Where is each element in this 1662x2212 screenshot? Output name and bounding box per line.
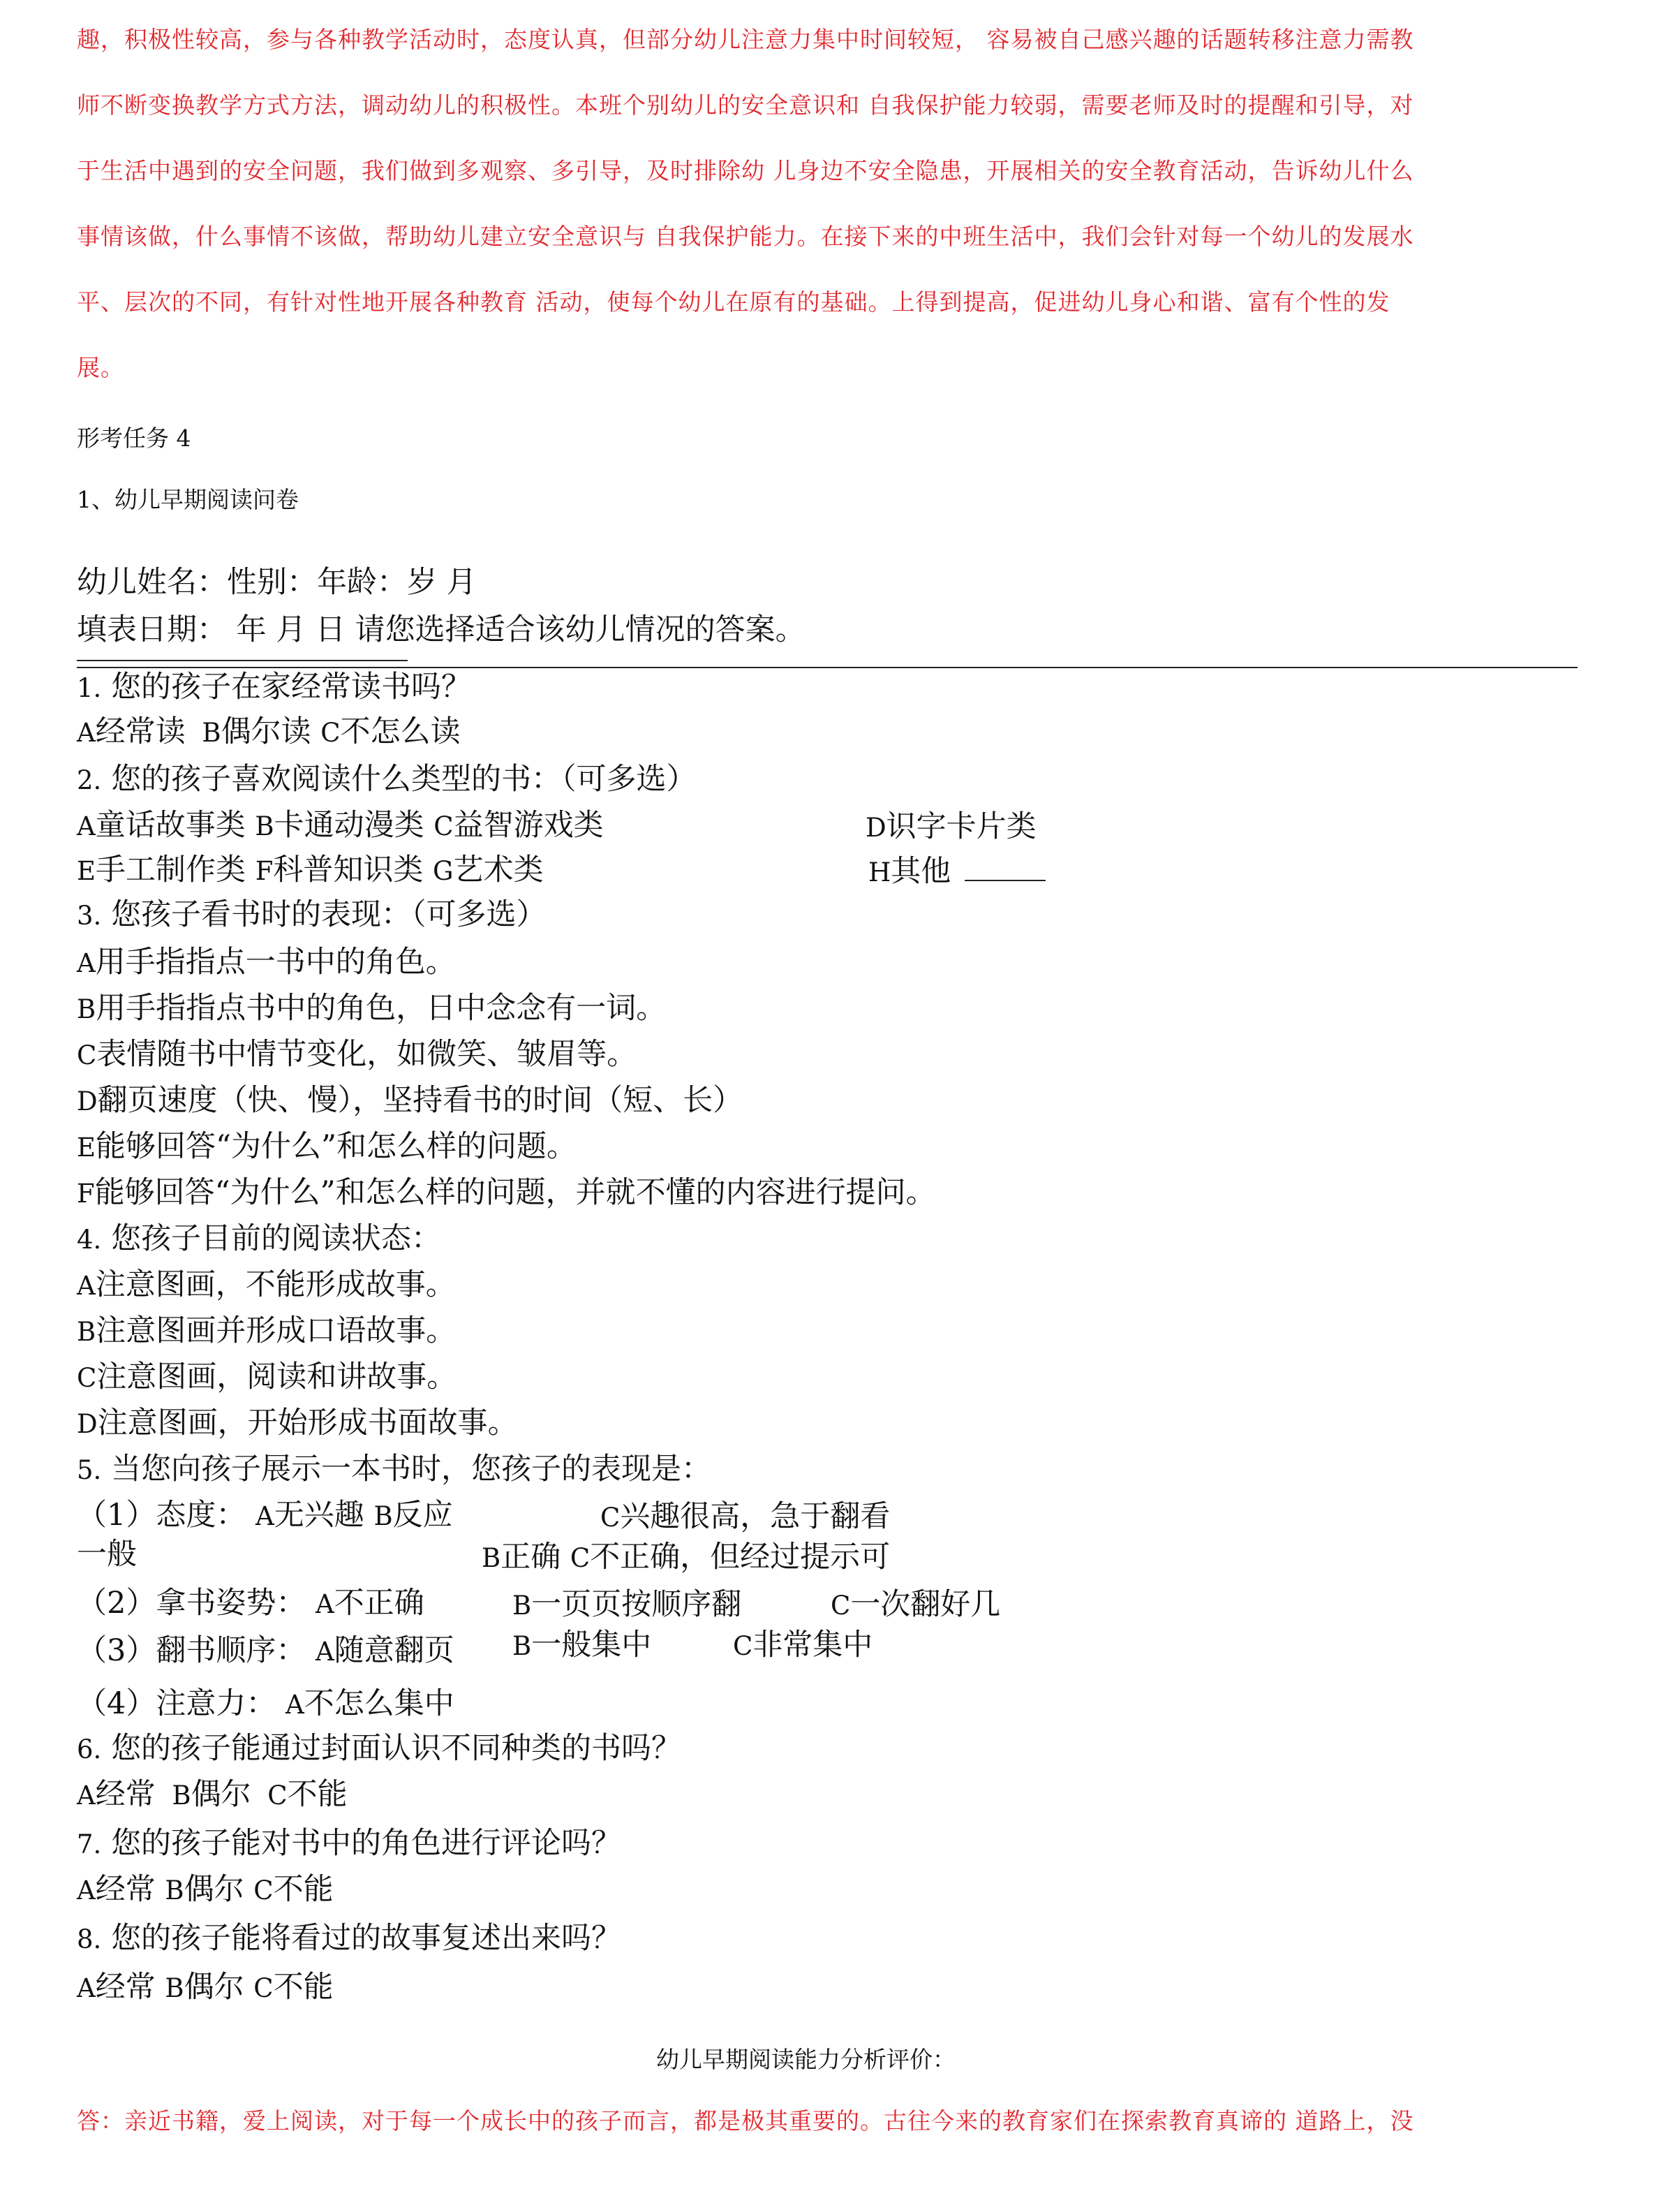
q5-sub3-b [512,1621,651,1664]
q4-option [77,1353,457,1396]
option-text: 随意翻页 [334,1633,454,1668]
question-4 [77,1215,441,1258]
option-text: 注意图画，开始形成书面故事。 [97,1406,518,1440]
option-letter: B [77,1317,96,1347]
sub-label: （2）拿书姿势： [77,1586,306,1621]
option-text: 反应 [392,1498,453,1533]
option-text: 益智游戏类 [453,808,604,843]
q5-sub2 [77,1579,424,1622]
q3-option [77,938,456,981]
question-3 [77,891,546,934]
option-letter: C [600,1503,621,1533]
option-letter: B [165,1875,184,1905]
option-letter: E [77,856,96,886]
question-number: 3. [77,901,102,931]
option-letter: D [77,1086,98,1116]
option-text: 经常 [95,1872,156,1907]
option-letter: B [512,1591,532,1621]
option-text: 识字卡片类 [886,809,1037,844]
option-text: 经常 [95,1970,156,2005]
q6-options [77,1771,348,1813]
question-number: 4. [77,1225,102,1255]
intro-line: 事情该做，什么事情不该做，帮助幼儿建立安全意识与 自我保护能力。在接下来的中班生活中，我们会针对每一个幼儿的发展水 [77,223,1414,250]
info-line-2: 填表日期： 年 月 日 请您选择适合该幼儿情况的答案。 [77,612,806,647]
q5-sub2-b [512,1581,741,1623]
option-text: 表情随书中情节变化，如微笑、皱眉等。 [96,1037,637,1072]
option-letter: G [433,856,454,886]
q5-sub1-continuation: 一般 [77,1537,137,1572]
question-number: 8. [77,1924,102,1954]
option-text: 不能 [273,1872,334,1907]
option-letter: C [267,1780,288,1811]
option-text: 注意图画并形成口语故事。 [96,1313,457,1348]
sub-label: （1）态度： [77,1498,246,1533]
option-letter: A [316,1589,334,1619]
option-letter: A [77,1875,96,1905]
option-text: 翻页速度（快、慢），坚持看书的时间（短、长） [97,1083,743,1118]
option-letter: B [172,1780,191,1811]
option-letter: A [77,948,96,978]
q3-option [77,1169,936,1211]
q5-sub1-c [600,1493,890,1535]
q2-option-d [866,803,1037,846]
option-text: 不怎么读 [340,714,461,749]
question-2 [77,755,696,798]
option-text: 不正确，但经过提示可 [590,1540,891,1575]
option-letter: A [77,1271,96,1301]
option-letter: B [482,1543,501,1573]
option-text: 能够回答“为什么”和怎么样的问题。 [96,1129,577,1164]
question-1 [77,663,471,706]
option-text: 经常读 [95,714,186,749]
q3-option [77,1123,577,1165]
q2-options-row2 [77,846,544,889]
analysis-title: 幼儿早期阅读能力分析评价： [656,2046,956,2073]
option-text: 卡通动漫类 [274,808,424,843]
question-text: 您的孩子在家经常读书吗？ [110,670,471,705]
option-letter: D [77,1409,98,1439]
option-letter: A [285,1690,304,1720]
option-letter: A [77,811,96,841]
option-letter: D [866,813,886,843]
option-letter: C [570,1543,591,1573]
option-letter: A [77,718,96,748]
option-text: 不能 [273,1970,334,2005]
q3-option [77,985,666,1027]
option-letter: F [255,856,274,886]
question-text: 您孩子目前的阅读状态： [110,1221,441,1256]
question-6 [77,1725,681,1767]
intro-line: 趣，积极性较高，参与各种教学活动时，态度认真，但部分幼儿注意力集中时间较短， 容易被自己感兴趣的话题转移注意力需教 [77,26,1414,53]
option-text: 不正确 [334,1586,424,1621]
option-text: 偶尔 [184,1970,244,2005]
intro-line: 师不断变换教学方式方法，调动幼儿的积极性。本班个别幼儿的安全意识和 自我保护能力较弱，需要老师及时的提醒和引导，对 [77,91,1414,119]
option-text: 注意图画，阅读和讲故事。 [96,1359,457,1394]
question-number: 1. [77,673,102,703]
question-number: 7. [77,1829,102,1859]
q2-option-h [868,848,1046,890]
sub-label: （3）翻书顺序： [77,1633,306,1668]
option-letter: C [831,1591,851,1621]
option-text: 注意图画，不能形成故事。 [95,1267,456,1302]
q5-sub2-c [831,1581,1000,1623]
info-line-1: 幼儿姓名：性别：年龄：岁 月 [77,565,477,600]
question-text: 您的孩子喜欢阅读什么类型的书：（可多选） [110,762,697,797]
option-text: 兴趣很高，急于翻看 [620,1499,891,1534]
q4-option [77,1307,456,1350]
q4-option [77,1261,456,1304]
option-text: 正确 [500,1540,561,1575]
option-text: 偶尔 [191,1777,251,1812]
q4-option [77,1399,518,1442]
option-text: 一般集中 [531,1628,652,1662]
option-text: 科普知识类 [273,853,424,887]
option-letter: B [512,1631,532,1661]
option-letter: A [316,1637,334,1667]
q5-sub1b [482,1533,890,1576]
intro-line: 展。 [77,354,124,381]
question-number: 5. [77,1455,102,1485]
option-text: 偶尔读 [221,714,311,749]
q5-sub3 [77,1627,454,1669]
option-text: 不能 [287,1777,348,1812]
q5-sub3-c [733,1621,873,1664]
option-letter: A [255,1501,274,1531]
option-text: 经常 [95,1777,156,1812]
option-text: 手工制作类 [96,853,246,887]
q5-sub4 [77,1680,454,1723]
option-letter: C [77,1363,97,1393]
option-letter: C [253,1973,274,2003]
q2-options-row1 [77,802,604,844]
intro-line: 于生活中遇到的安全问题，我们做到多观察、多引导，及时排除幼 儿身边不安全隐患，开展相关的安全教育活动，告诉幼儿什么 [77,157,1414,184]
question-7 [77,1820,621,1862]
option-letter: B [373,1501,393,1531]
question-text: 您孩子看书时的表现：（可多选） [110,897,547,932]
option-letter: A [77,1780,96,1811]
option-letter: E [77,1133,96,1163]
option-text: 艺术类 [453,853,544,887]
option-letter: C [320,718,341,748]
option-text: 能够回答“为什么”和怎么样的问题，并就不懂的内容进行提问。 [94,1175,936,1210]
divider [77,660,408,661]
q3-option [77,1031,637,1073]
question-text: 您的孩子能通过封面认识不同种类的书吗？ [110,1731,681,1766]
option-letter: C [433,811,454,841]
question-8 [77,1915,621,1957]
option-text: 一页页按顺序翻 [531,1587,742,1622]
intro-line: 平、层次的不同，有针对性地开展各种教育 活动，使每个幼儿在原有的基础。上得到提高，促进幼儿身心和谐、富有个性的发 [77,288,1390,316]
option-letter: C [733,1631,753,1661]
option-letter: B [77,994,96,1024]
option-text: 非常集中 [752,1628,873,1662]
question-text: 您的孩子能将看过的故事复述出来吗？ [110,1921,621,1956]
option-text: 用手指指点书中的角色，日中念念有一词。 [96,991,667,1026]
sub-label: （4）注意力： [77,1686,276,1721]
option-letter: B [165,1973,184,2003]
task-title: 形考任务 4 [77,425,191,452]
option-text: 无兴趣 [274,1498,364,1533]
q5-sub1 [77,1491,453,1534]
answer-text: 答：亲近书籍，爱上阅读，对于每一个成长中的孩子而言，都是极其重要的。古往今来的教育家们在探索教育真谛的 道路上，没 [77,2107,1414,2134]
q7-options [77,1866,334,1908]
option-letter: A [77,1973,96,2003]
option-letter: F [77,1179,95,1209]
option-letter: B [255,811,274,841]
question-5 [77,1445,711,1488]
option-text: 偶尔 [184,1872,244,1907]
option-text: 童话故事类 [95,808,246,843]
option-text: 不怎么集中 [304,1686,454,1721]
option-text: 一次翻好几 [850,1587,1001,1622]
q1-options [77,708,461,751]
option-letter: B [202,718,221,748]
questionnaire-title: 1、幼儿早期阅读问卷 [77,486,299,513]
option-text: 用手指指点一书中的角色。 [95,945,456,980]
question-text: 当您向孩子展示一本书时，您孩子的表现是： [110,1452,711,1487]
q3-option [77,1077,743,1119]
option-letter: H [868,857,891,887]
fill-blank [965,859,1046,881]
option-letter: C [253,1875,274,1905]
question-number: 6. [77,1734,102,1764]
question-text: 您的孩子能对书中的角色进行评论吗？ [110,1826,621,1861]
question-number: 2. [77,765,102,795]
option-letter: C [77,1040,97,1070]
option-text: 其他 [891,854,951,889]
q8-options [77,1963,334,2006]
